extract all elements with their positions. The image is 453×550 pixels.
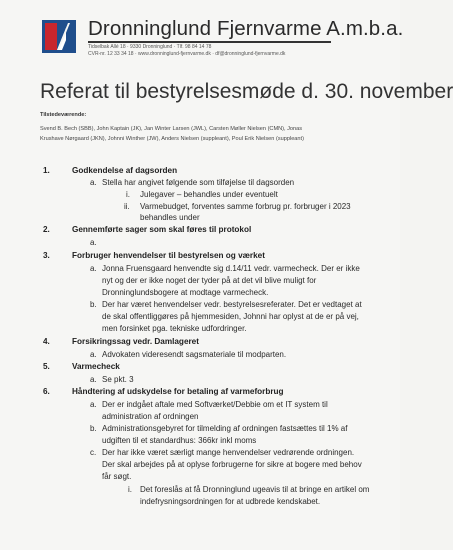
sub-text: nyt og der er ikke noget der tyder på at det vil blive muligt for bbox=[102, 276, 317, 285]
sub-text: Der skal arbejdes på at oplyse forbrugerne for sikre at bogere med behov bbox=[102, 460, 362, 469]
item-heading: Godkendelse af dagsorden bbox=[72, 166, 178, 175]
item-heading: Varmecheck bbox=[72, 362, 120, 371]
sub-text: udgiften til et standardhus: 366kr inkl moms bbox=[102, 436, 257, 445]
sub-text: Det foreslås at få Dronninglund ugeavis til at bringe en artikel om bbox=[140, 485, 370, 494]
sub-label: ii. bbox=[124, 202, 130, 211]
item-heading: Forbruger henvendelser til bestyrelsen og værket bbox=[72, 251, 265, 260]
sub-text: Jonna Fruensgaard henvendte sig d.14/11 vedr. varmecheck. Der er ikke bbox=[102, 264, 360, 273]
sub-label: i. bbox=[128, 485, 132, 494]
company-contact: CVR-nr. 12 33 34 18 · www.dronninglund-fjernvarme.dk · df@dronninglund-fjernvarme.dk bbox=[88, 51, 286, 57]
header-divider bbox=[88, 41, 331, 43]
item-heading: Gennemførte sager som skal føres til protokol bbox=[72, 225, 252, 234]
sub-label: i. bbox=[126, 190, 130, 199]
sub-label: c. bbox=[90, 448, 97, 457]
item-heading: Forsikringssag vedr. Damlageret bbox=[72, 337, 199, 346]
attendees-list bbox=[40, 124, 375, 144]
item-number: 2. bbox=[43, 225, 50, 234]
item-number: 1. bbox=[43, 166, 50, 175]
item-number: 6. bbox=[43, 387, 50, 396]
sub-label: a. bbox=[90, 375, 97, 384]
item-heading: Håndtering af udskydelse for betaling af varmeforbrug bbox=[72, 387, 284, 396]
sub-text: Dronninglundsbogere at modtage varmecheck. bbox=[102, 288, 269, 297]
sub-text: administration af ordningen bbox=[102, 412, 199, 421]
company-logo bbox=[42, 20, 76, 53]
sub-text: Varmebudget, forventes samme forbrug pr. forbruger i 2023 bbox=[140, 202, 351, 211]
sub-label: b. bbox=[90, 424, 97, 433]
sub-text: de skal offentliggøres på hjemmesiden, Johnni har oplyst at de er på vej, bbox=[102, 312, 359, 321]
sub-text: Der har ikke været særligt mange henvendelser vedrørende ordningen. bbox=[102, 448, 355, 457]
item-number: 5. bbox=[43, 362, 50, 371]
company-name: Dronninglund Fjernvarme A.m.b.a. bbox=[88, 17, 404, 40]
attendees-line: Svend B. Bech (SBB), John Kaptain (JK), Jan Winter Larsen (JWL), Carsten Møller Nielsen (CMN), Jonas bbox=[40, 126, 303, 132]
sub-label: a. bbox=[90, 350, 97, 359]
sub-label: a. bbox=[90, 264, 97, 273]
sub-text: Advokaten videresendt sagsmateriale til modparten. bbox=[102, 350, 287, 359]
sub-text: Der er indgået aftale med Softværket/Debbie om et IT system til bbox=[102, 400, 328, 409]
attendees-label: Tilstedeværende: bbox=[40, 112, 87, 118]
sub-text: Julegaver – behandles under eventuelt bbox=[140, 190, 278, 199]
sub-text: indefrysningsordningen for at udbrede kendskabet. bbox=[140, 497, 321, 506]
sub-text: Se pkt. 3 bbox=[102, 375, 134, 384]
sub-text: Administrationsgebyret for tilmelding af ordningen fastsættes til 1% af bbox=[102, 424, 348, 433]
item-number: 3. bbox=[43, 251, 50, 260]
sub-text: behandles under bbox=[140, 213, 200, 222]
company-address: Tidselbak Allé 18 · 9330 Dronninglund · Tlf. 98 84 14 78 bbox=[88, 44, 212, 50]
attendees-line: Krushave Nørgaard (JKN), Johnni Winther (JW), Anders Nielsen (suppleant), Poul Erik Nielsen (suppleant) bbox=[40, 136, 304, 142]
sub-label: a. bbox=[90, 178, 97, 187]
sub-label: b. bbox=[90, 300, 97, 309]
item-number: 4. bbox=[43, 337, 50, 346]
sub-text: Stella har angivet følgende som tilføjelse til dagsorden bbox=[102, 178, 295, 187]
sub-text: får søgt. bbox=[102, 472, 132, 481]
sub-text: Der har været henvendelser vedr. bestyrelsesreferater. Det er vedtaget at bbox=[102, 300, 362, 309]
sub-label: a. bbox=[90, 400, 97, 409]
document-title: Referat til bestyrelsesmøde d. 30. november bbox=[40, 80, 453, 104]
sub-label: a. bbox=[90, 238, 97, 247]
sub-text: men forsinket pga. tekniske udfordringer. bbox=[102, 324, 247, 333]
